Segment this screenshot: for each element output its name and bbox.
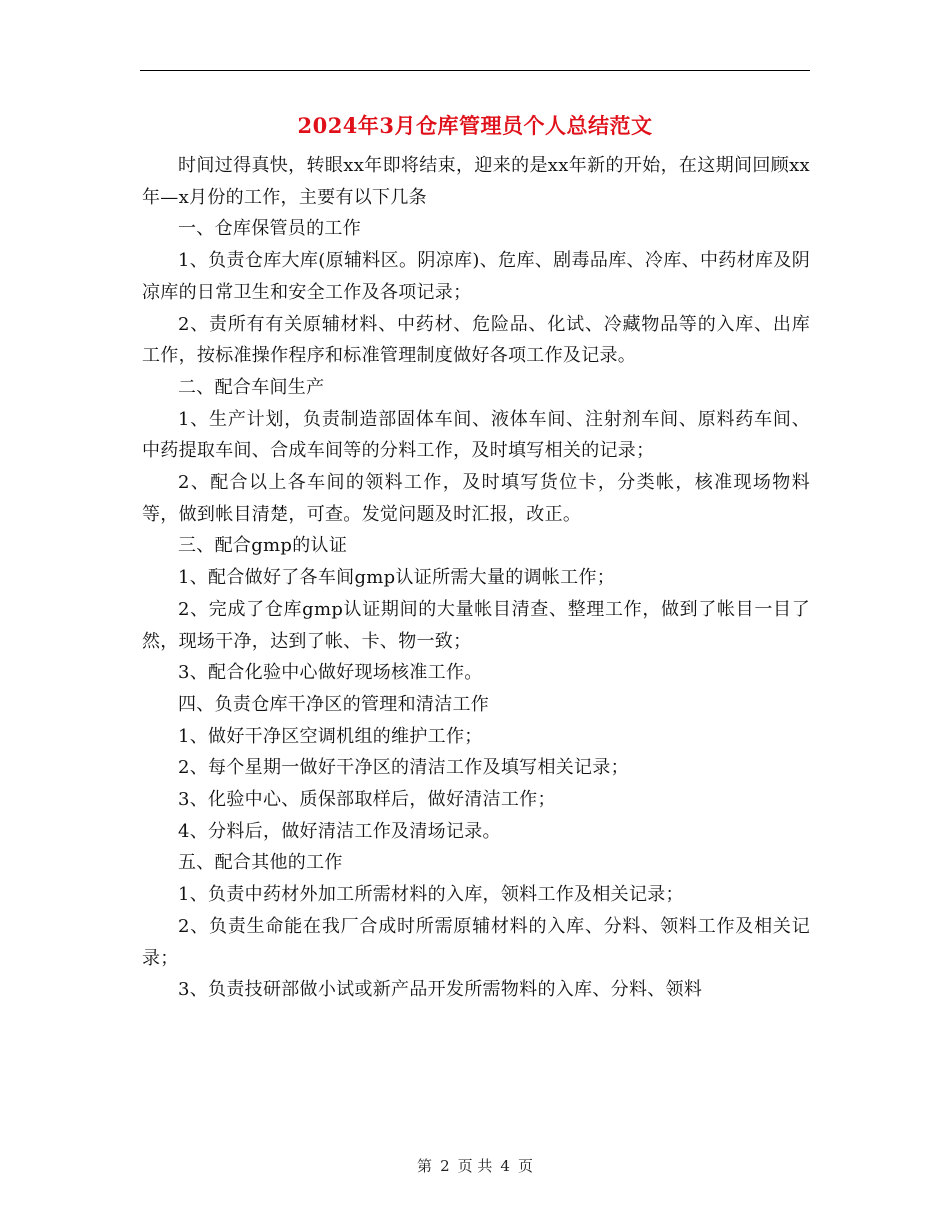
paragraph: 2、完成了仓库gmp认证期间的大量帐目清查、整理工作，做到了帐目一目了然，现场干净，达到了帐、卡、物一致；	[142, 598, 810, 652]
paragraph: 2、每个星期一做好干净区的清洁工作及填写相关记录；	[178, 757, 629, 779]
paragraph: 4、分料后，做好清洁工作及清场记录。	[178, 820, 501, 842]
paragraph: 2、责所有有关原辅材料、中药材、危险品、化试、冷藏物品等的入库、出库工作，按标准操作程序和标准管理制度做好各项工作及记录。	[142, 313, 810, 367]
paragraph: 1、负责仓库大库(原辅料区。阴凉库)、危库、剧毒品库、冷库、中药材库及阴凉库的日常卫生和安全工作及各项记录；	[142, 250, 810, 303]
paragraph: 时间过得真快，转眼xx年即将结束，迎来的是xx年新的开始，在这期间回顾xx年—x月份的工作，主要有以下几条	[142, 155, 810, 208]
paragraph: 3、化验中心、质保部取样后，做好清洁工作；	[178, 789, 556, 811]
section-heading: 五、配合其他的工作	[178, 852, 343, 874]
document-title: 2024年3月仓库管理员个人总结范文	[297, 113, 653, 138]
section-heading: 二、配合车间生产	[178, 376, 325, 398]
current-page-number: 2	[440, 1157, 450, 1175]
document-body	[142, 150, 810, 1006]
paragraph: 2、负责生命能在我厂合成时所需原辅材料的入库、分料、领料工作及相关记录；	[142, 915, 810, 969]
paragraph: 1、负责中药材外加工所需材料的入库，领料工作及相关记录；	[178, 884, 684, 906]
paragraph: 3、负责技研部做小试或新产品开发所需物料的入库、分料、领料	[178, 979, 703, 1001]
footer-suffix: 页	[517, 1157, 533, 1175]
header-rule	[140, 70, 810, 71]
section-heading: 三、配合gmp的认证	[178, 535, 348, 557]
paragraph: 1、做好干净区空调机组的维护工作；	[178, 725, 483, 747]
footer-middle: 页 共	[457, 1157, 493, 1175]
paragraph: 2、配合以上各车间的领料工作，及时填写货位卡，分类帐，核准现场物料等，做到帐目清楚，可查。发觉问题及时汇报，改正。	[142, 472, 810, 525]
section-heading: 四、负责仓库干净区的管理和清洁工作	[178, 693, 490, 715]
footer-prefix: 第	[417, 1157, 433, 1175]
paragraph: 1、配合做好了各车间gmp认证所需大量的调帐工作；	[178, 567, 616, 589]
total-page-count: 4	[500, 1157, 510, 1175]
paragraph: 1、生产计划，负责制造部固体车间、液体车间、注射剂车间、原料药车间、中药提取车间、合成车间等的分料工作，及时填写相关的记录；	[142, 408, 810, 462]
paragraph: 3、配合化验中心做好现场核准工作。	[178, 662, 483, 684]
page-footer	[0, 1155, 950, 1176]
section-heading: 一、仓库保管员的工作	[178, 218, 361, 240]
